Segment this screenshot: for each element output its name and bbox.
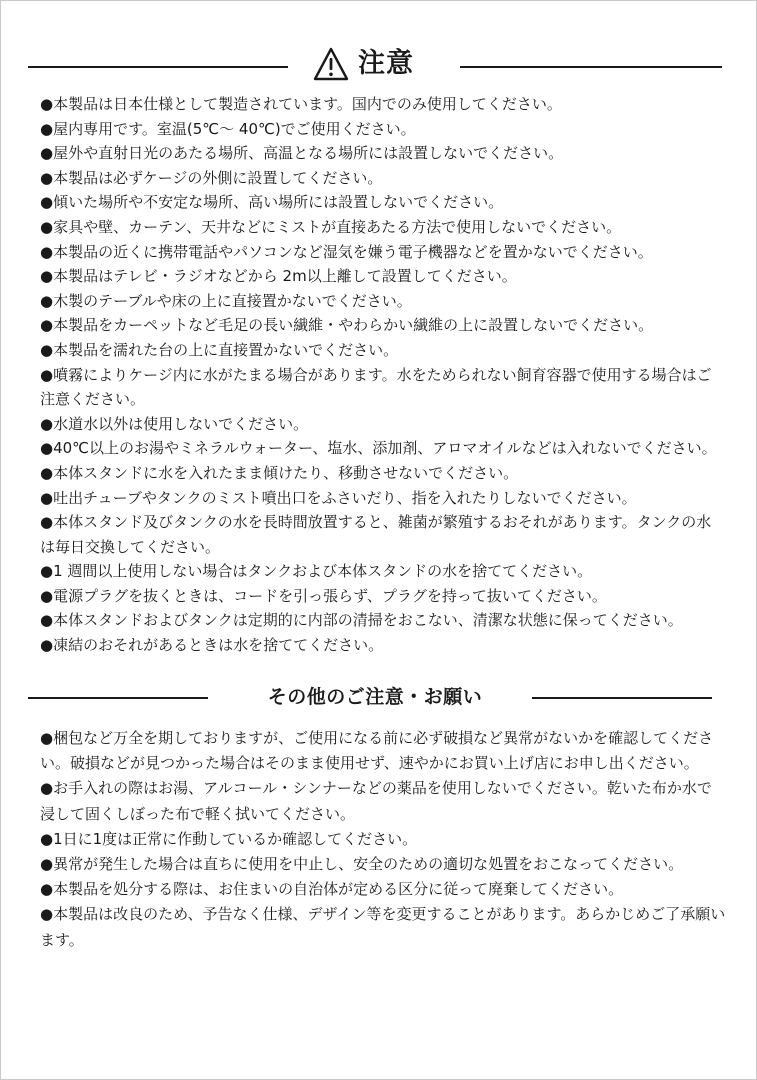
- caution-item: ●水道水以外は使用しないでください。: [40, 414, 309, 433]
- caution-header: [0, 42, 757, 88]
- other-notes-title: その他のご注意・お願い: [267, 686, 483, 708]
- caution-item: ●吐出チューブやタンクのミスト噴出口をふさいだり、指を入れたりしないでください。: [40, 488, 637, 507]
- other-notes-header: [0, 680, 757, 714]
- caution-rule-right: [460, 66, 722, 68]
- other-rule-left: [28, 697, 208, 699]
- caution-item: ●本製品を濡れた台の上に直接置かないでください。: [40, 340, 399, 359]
- other-item: ●1日に1度は正常に作動しているか確認してください。: [40, 829, 418, 848]
- other-rule-right: [532, 697, 712, 699]
- caution-item: ●本製品をカーペットなど毛足の長い繊維・やわらかい繊維の上に設置しないでください。: [40, 316, 654, 335]
- caution-item: ●屋内専用です。室温(5℃～ 40℃)でご使用ください。: [40, 119, 416, 138]
- other-item: ●本製品を処分する際は、お住まいの自治体が定める区分に従って廃棄してください。: [40, 880, 624, 899]
- caution-item: ●本製品は必ずケージの外側に設置してください。: [40, 168, 383, 187]
- caution-item: ●本製品はテレビ・ラジオなどから 2m以上離して設置してください。: [40, 267, 517, 286]
- caution-item: ●本体スタンドに水を入れたまま傾けたり、移動させないでください。: [40, 463, 519, 482]
- other-item: ●梱包など万全を期しておりますが、ご使用になる前に必ず破損など異常がないかを確認してください。破損などが見つかった場合はそのまま使用せず、速やかにお買い上げ店にお申し出ください。: [40, 729, 714, 773]
- caution-rule-left: [28, 66, 288, 68]
- caution-title: 注意: [358, 48, 414, 79]
- other-item: ●本製品は改良のため、予告なく仕様、デザイン等を変更することがあります。あらかじめご了承願います。: [40, 905, 726, 949]
- caution-item: ●電源プラグを抜くときは、コードを引っ張らず、プラグを持って抜いてください。: [40, 586, 607, 605]
- other-item: ●異常が発生した場合は直ちに使用を中止し、安全のための適切な処置をおこなってください。: [40, 855, 684, 874]
- caution-list: [40, 92, 726, 658]
- caution-item: ●家具や壁、カーテン、天井などにミストが直接あたる方法で使用しないでください。: [40, 217, 622, 236]
- other-notes-list: [40, 726, 726, 953]
- warning-triangle-icon: [312, 46, 350, 82]
- caution-item: ●屋外や直射日光のあたる場所、高温となる場所には設置しないでください。: [40, 144, 564, 163]
- caution-item: ●傾いた場所や不安定な場所、高い場所には設置しないでください。: [40, 193, 504, 212]
- caution-item: ●本体スタンド及びタンクの水を長時間放置すると、雑菌が繁殖するおそれがあります。タンクの水は毎日交換してください。: [40, 513, 712, 556]
- caution-item: ●1 週間以上使用しない場合はタンクおよび本体スタンドの水を捨ててください。: [40, 562, 593, 581]
- other-item: ●お手入れの際はお湯、アルコール・シンナーなどの薬品を使用しないでください。乾いた布か水で浸して固くしぼった布で軽く拭いてください。: [40, 779, 712, 823]
- caution-item: ●本製品は日本仕様として製造されています。国内でのみ使用してください。: [40, 95, 562, 113]
- caution-item: ●本製品の近くに携帯電話やパソコンなど湿気を嫌う電子機器などを置かないでください。: [40, 242, 653, 261]
- caution-item: ●本体スタンドおよびタンクは定期的に内部の清掃をおこない、清潔な状態に保ってください。: [40, 611, 683, 630]
- caution-item: ●噴霧によりケージ内に水がたまる場合があります。水をためられない飼育容器で使用する場合はご注意ください。: [40, 365, 712, 409]
- caution-item: ●40℃以上のお湯やミネラルウォーター、塩水、添加剤、アロマオイルなどは入れないでください。: [40, 439, 717, 458]
- caution-item: ●凍結のおそれがあるときは水を捨ててください。: [40, 636, 384, 655]
- caution-item: ●木製のテーブルや床の上に直接置かないでください。: [40, 291, 412, 310]
